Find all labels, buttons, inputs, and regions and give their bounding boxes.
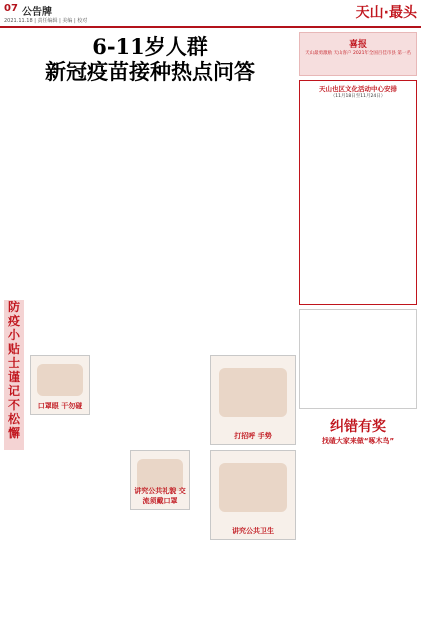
- issue-meta: 2021.11.18 | 责任编辑 | 美编 | 校对: [4, 18, 88, 24]
- banner-title: 喜报: [348, 40, 367, 50]
- illustration-figure: [37, 364, 83, 396]
- article-body: [4, 92, 296, 292]
- headline-block: [4, 34, 296, 84]
- headline-line-2: 新冠疫苗接种热点问答: [45, 59, 255, 84]
- illustration-caption: 口罩眼 干勿碰: [37, 402, 83, 410]
- article-column: [4, 92, 96, 292]
- page-number: 07: [4, 3, 18, 14]
- vertical-slogan: [4, 300, 24, 450]
- sidebar: [299, 32, 417, 632]
- schedule-title: 天山也区文化活动中心安排: [319, 85, 397, 93]
- schedule-dates: （11月18日至11月24日）: [330, 94, 386, 99]
- illustration-caption: 打招呼 手势: [234, 432, 272, 440]
- illustration-figure: [219, 368, 286, 416]
- headline-line-1: 6-11岁人群: [92, 34, 208, 59]
- activity-schedule: [299, 80, 417, 305]
- illustration-caption: 讲究公共卫生: [232, 527, 274, 535]
- feedback-feature: [299, 413, 417, 613]
- brand-logo: 天山·最头: [355, 5, 417, 21]
- illustration-mask: [30, 355, 90, 415]
- feature-title: 纠错有奖: [330, 419, 386, 435]
- section-title: 公告牌: [22, 7, 52, 18]
- slogan-text: 防疫小贴士 谨记不松懈: [7, 300, 20, 440]
- illustration-talk: [130, 450, 190, 510]
- congrats-banner: [299, 32, 417, 76]
- article-column: [104, 92, 196, 292]
- masthead: [0, 0, 421, 28]
- event-list: [299, 309, 417, 409]
- banner-subtitle: 天山最勇激励 天山客户 2021年全国百佳市县 第一名: [305, 51, 411, 56]
- illustration-figure: [219, 463, 286, 511]
- article-column: [204, 92, 296, 292]
- feature-subtitle: 找碴大家来做“啄木鸟”: [321, 437, 395, 445]
- illustration-caption: 讲究公共礼貌 交流须戴口罩: [134, 487, 186, 505]
- illustration-hygiene: [210, 450, 296, 540]
- illustration-greeting: [210, 355, 296, 445]
